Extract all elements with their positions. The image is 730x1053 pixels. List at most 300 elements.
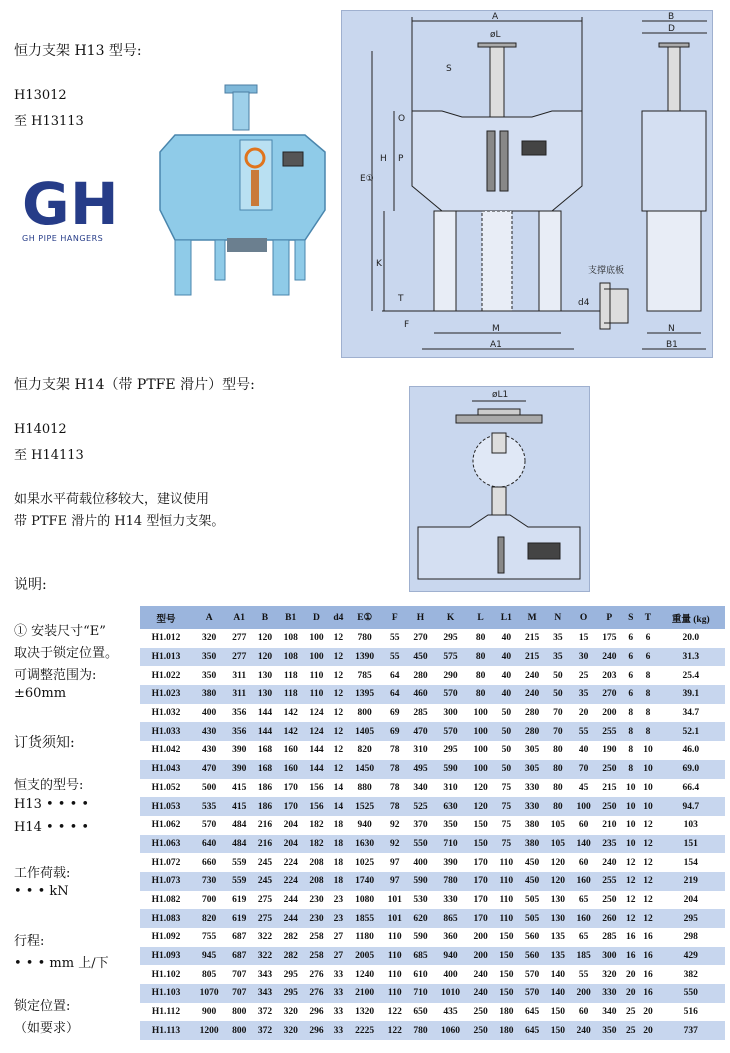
table-cell: 224 — [278, 872, 304, 891]
table-cell: 1010 — [433, 984, 467, 1003]
column-header: 重量 (kg) — [657, 606, 725, 629]
table-cell: 372 — [252, 1021, 278, 1040]
table-cell: 495 — [408, 760, 434, 779]
table-cell: 110 — [382, 965, 408, 984]
table-cell: 945 — [192, 947, 226, 966]
table-cell: 150 — [493, 965, 519, 984]
table-cell: 390 — [226, 741, 252, 760]
h13-product-photo — [155, 80, 340, 300]
table-cell: 500 — [192, 779, 226, 798]
table-cell: 160 — [278, 741, 304, 760]
table-cell: 250 — [596, 797, 622, 816]
table-cell: 168 — [252, 741, 278, 760]
table-cell: 12 — [329, 741, 347, 760]
table-row — [140, 760, 725, 779]
column-header: F — [382, 606, 408, 629]
dim-e-label: E① — [360, 174, 374, 184]
table-cell: 100 — [304, 629, 330, 648]
table-cell: 75 — [493, 816, 519, 835]
table-cell: 55 — [571, 722, 597, 741]
table-cell: 311 — [226, 666, 252, 685]
table-cell: 204 — [278, 835, 304, 854]
table-cell: 50 — [493, 741, 519, 760]
table-cell: 35 — [545, 629, 571, 648]
table-cell: 25 — [622, 1003, 639, 1022]
table-cell: 135 — [545, 928, 571, 947]
table-cell: 120 — [252, 629, 278, 648]
table-cell: 590 — [408, 872, 434, 891]
table-cell: 16 — [639, 965, 656, 984]
model-cell: H1.023 — [140, 685, 192, 704]
table-cell: 208 — [304, 853, 330, 872]
table-cell: 142 — [278, 704, 304, 723]
table-row — [140, 685, 725, 704]
table-cell: 154 — [657, 853, 725, 872]
table-cell: 8 — [639, 685, 656, 704]
table-cell: 244 — [278, 909, 304, 928]
table-cell: 20 — [639, 1003, 656, 1022]
table-cell: 75 — [493, 779, 519, 798]
table-cell: 160 — [571, 909, 597, 928]
table-cell: 100 — [468, 704, 494, 723]
table-cell: 240 — [468, 965, 494, 984]
table-cell: 640 — [192, 835, 226, 854]
table-cell: 18 — [329, 835, 347, 854]
table-cell: 60 — [571, 1003, 597, 1022]
table-cell: 118 — [278, 685, 304, 704]
table-cell: 55 — [571, 965, 597, 984]
table-cell: 110 — [493, 853, 519, 872]
table-cell: 23 — [329, 909, 347, 928]
table-cell: 2005 — [348, 947, 382, 966]
h14-drawing-panel — [409, 386, 590, 592]
table-cell: 230 — [304, 891, 330, 910]
model-cell: H1.072 — [140, 853, 192, 872]
table-cell: 6 — [622, 629, 639, 648]
table-cell: 295 — [278, 984, 304, 1003]
table-cell: 800 — [226, 1021, 252, 1040]
table-cell: 516 — [657, 1003, 725, 1022]
column-header: O — [571, 606, 597, 629]
notes-heading: 说明: — [14, 577, 47, 593]
table-cell: 350 — [192, 648, 226, 667]
table-cell: 186 — [252, 797, 278, 816]
table-cell: 60 — [571, 816, 597, 835]
table-cell: 6 — [622, 666, 639, 685]
table-cell: 1200 — [192, 1021, 226, 1040]
table-cell: 160 — [278, 760, 304, 779]
table-cell: 150 — [493, 928, 519, 947]
table-cell: 590 — [433, 760, 467, 779]
model-h14: H14 • • • • — [14, 820, 90, 835]
table-cell: 156 — [304, 779, 330, 798]
table-row — [140, 835, 725, 854]
h13-technical-drawing — [342, 11, 712, 357]
table-cell: 322 — [252, 947, 278, 966]
table-cell: 10 — [622, 779, 639, 798]
model-label: 恒支的型号: — [14, 778, 84, 793]
table-cell: 80 — [545, 760, 571, 779]
column-header: B — [252, 606, 278, 629]
table-cell: 400 — [433, 965, 467, 984]
table-cell: 130 — [252, 685, 278, 704]
column-header: A1 — [226, 606, 252, 629]
table-cell: 180 — [493, 1021, 519, 1040]
table-row — [140, 816, 725, 835]
table-cell: 80 — [545, 779, 571, 798]
table-cell: 130 — [252, 666, 278, 685]
table-cell: 100 — [468, 722, 494, 741]
table-cell: 570 — [433, 685, 467, 704]
table-cell: 204 — [657, 891, 725, 910]
table-row — [140, 1021, 725, 1040]
table-cell: 6 — [639, 648, 656, 667]
table-cell: 780 — [433, 872, 467, 891]
table-row — [140, 909, 725, 928]
table-cell: 69 — [382, 722, 408, 741]
table-cell: 60 — [571, 853, 597, 872]
table-row — [140, 648, 725, 667]
model-cell: H1.092 — [140, 928, 192, 947]
table-cell: 356 — [226, 704, 252, 723]
table-cell: 80 — [545, 797, 571, 816]
table-cell: 282 — [278, 947, 304, 966]
table-cell: 12 — [329, 760, 347, 779]
table-cell: 630 — [433, 797, 467, 816]
table-cell: 1390 — [348, 648, 382, 667]
table-cell: 170 — [468, 853, 494, 872]
spec-table-container — [140, 606, 725, 1040]
table-cell: 170 — [468, 891, 494, 910]
table-cell: 140 — [545, 965, 571, 984]
table-cell: 650 — [408, 1003, 434, 1022]
table-cell: 240 — [596, 853, 622, 872]
table-cell: 142 — [278, 722, 304, 741]
table-cell: 16 — [622, 928, 639, 947]
table-cell: 435 — [433, 1003, 467, 1022]
table-row — [140, 872, 725, 891]
table-cell: 280 — [519, 722, 545, 741]
column-header: S — [622, 606, 639, 629]
table-cell: 150 — [493, 947, 519, 966]
gh-logo — [22, 172, 132, 243]
table-cell: 64 — [382, 685, 408, 704]
table-cell: 219 — [657, 872, 725, 891]
table-cell: 80 — [468, 685, 494, 704]
table-cell: 70 — [571, 760, 597, 779]
table-cell: 550 — [657, 984, 725, 1003]
table-cell: 356 — [226, 722, 252, 741]
h14-note-line2: 带 PTFE 滑片的 H14 型恒力支架。 — [14, 514, 225, 529]
table-cell: 124 — [304, 722, 330, 741]
table-cell: 50 — [493, 704, 519, 723]
table-cell: 101 — [382, 909, 408, 928]
column-header: 型号 — [140, 606, 192, 629]
h14-range-to: 至 H14113 — [14, 448, 84, 463]
table-cell: 12 — [329, 704, 347, 723]
table-cell: 295 — [433, 629, 467, 648]
table-cell: 276 — [304, 984, 330, 1003]
table-cell: 710 — [408, 984, 434, 1003]
h13-range-to: 至 H13113 — [14, 114, 84, 129]
table-cell: 484 — [226, 835, 252, 854]
table-cell: 330 — [519, 797, 545, 816]
table-cell: 800 — [226, 1003, 252, 1022]
table-cell: 12 — [329, 629, 347, 648]
model-cell: H1.062 — [140, 816, 192, 835]
table-cell: 122 — [382, 1003, 408, 1022]
dim-m-label: M — [492, 324, 500, 334]
column-header: N — [545, 606, 571, 629]
table-cell: 151 — [657, 835, 725, 854]
model-cell: H1.022 — [140, 666, 192, 685]
table-cell: 94.7 — [657, 797, 725, 816]
table-cell: 25 — [622, 1021, 639, 1040]
table-cell: 64 — [382, 666, 408, 685]
table-cell: 12 — [622, 872, 639, 891]
table-cell: 525 — [408, 797, 434, 816]
table-row — [140, 928, 725, 947]
table-cell: 144 — [252, 704, 278, 723]
table-row — [140, 704, 725, 723]
table-cell: 240 — [468, 984, 494, 1003]
table-cell: 296 — [304, 1003, 330, 1022]
table-cell: 820 — [192, 909, 226, 928]
model-cell: H1.053 — [140, 797, 192, 816]
table-cell: 260 — [596, 909, 622, 928]
table-cell: 105 — [545, 835, 571, 854]
table-cell: 295 — [278, 965, 304, 984]
table-cell: 33 — [329, 1021, 347, 1040]
table-cell: 20.0 — [657, 629, 725, 648]
table-cell: 78 — [382, 779, 408, 798]
table-cell: 8 — [622, 741, 639, 760]
table-cell: 10 — [622, 797, 639, 816]
table-cell: 210 — [596, 816, 622, 835]
table-cell: 101 — [382, 891, 408, 910]
table-cell: 800 — [348, 704, 382, 723]
table-cell: 35 — [545, 648, 571, 667]
table-cell: 168 — [252, 760, 278, 779]
table-cell: 25.4 — [657, 666, 725, 685]
table-cell: 298 — [657, 928, 725, 947]
table-cell: 290 — [433, 666, 467, 685]
table-cell: 450 — [519, 872, 545, 891]
table-cell: 700 — [192, 891, 226, 910]
dim-l1-label: øL1 — [492, 390, 509, 400]
table-cell: 150 — [493, 984, 519, 1003]
table-cell: 505 — [519, 891, 545, 910]
table-cell: 97 — [382, 872, 408, 891]
table-cell: 215 — [519, 629, 545, 648]
table-cell: 780 — [348, 629, 382, 648]
table-cell: 23 — [329, 891, 347, 910]
table-cell: 8 — [622, 704, 639, 723]
table-cell: 20 — [571, 704, 597, 723]
table-cell: 330 — [519, 779, 545, 798]
model-cell: H1.093 — [140, 947, 192, 966]
table-cell: 110 — [382, 984, 408, 1003]
table-cell: 780 — [408, 1021, 434, 1040]
table-cell: 2100 — [348, 984, 382, 1003]
table-cell: 310 — [433, 779, 467, 798]
table-cell: 20 — [639, 1021, 656, 1040]
dim-p-label: P — [398, 154, 404, 164]
table-cell: 40 — [571, 741, 597, 760]
table-cell: 200 — [596, 704, 622, 723]
table-cell: 570 — [433, 722, 467, 741]
table-cell: 70 — [545, 704, 571, 723]
model-cell: H1.083 — [140, 909, 192, 928]
table-cell: 124 — [304, 704, 330, 723]
table-cell: 470 — [192, 760, 226, 779]
column-header: L1 — [493, 606, 519, 629]
table-cell: 707 — [226, 984, 252, 1003]
table-cell: 110 — [493, 891, 519, 910]
column-header: A — [192, 606, 226, 629]
table-cell: 282 — [278, 928, 304, 947]
table-cell: 380 — [519, 835, 545, 854]
model-cell: H1.052 — [140, 779, 192, 798]
install-note-4: ±60mm — [14, 686, 67, 701]
table-cell: 50 — [545, 666, 571, 685]
table-cell: 390 — [226, 760, 252, 779]
table-cell: 230 — [304, 909, 330, 928]
table-cell: 429 — [657, 947, 725, 966]
table-cell: 1180 — [348, 928, 382, 947]
table-cell: 15 — [571, 629, 597, 648]
svg-text:H: H — [70, 172, 114, 232]
table-cell: 16 — [639, 947, 656, 966]
table-cell: 8 — [622, 760, 639, 779]
table-cell: 330 — [433, 891, 467, 910]
table-cell: 820 — [348, 741, 382, 760]
table-cell: 710 — [433, 835, 467, 854]
table-cell: 575 — [433, 648, 467, 667]
column-header: H — [408, 606, 434, 629]
model-cell: H1.112 — [140, 1003, 192, 1022]
table-cell: 275 — [252, 891, 278, 910]
table-cell: 18 — [329, 853, 347, 872]
table-cell: 130 — [545, 909, 571, 928]
table-cell: 10 — [639, 741, 656, 760]
h14-technical-drawing — [410, 387, 589, 591]
table-cell: 97 — [382, 853, 408, 872]
model-h13: H13 • • • • — [14, 797, 90, 812]
dim-s-label: S — [446, 64, 452, 74]
table-cell: 216 — [252, 816, 278, 835]
table-cell: 120 — [252, 648, 278, 667]
table-cell: 250 — [596, 760, 622, 779]
table-cell: 430 — [192, 741, 226, 760]
column-header: B1 — [278, 606, 304, 629]
table-cell: 12 — [639, 853, 656, 872]
table-cell: 92 — [382, 816, 408, 835]
table-cell: 170 — [468, 872, 494, 891]
table-cell: 295 — [657, 909, 725, 928]
table-cell: 203 — [596, 666, 622, 685]
table-cell: 186 — [252, 779, 278, 798]
table-cell: 590 — [408, 928, 434, 947]
table-cell: 160 — [571, 872, 597, 891]
h13-range-from: H13012 — [14, 88, 67, 103]
table-cell: 240 — [519, 685, 545, 704]
table-cell: 10 — [622, 835, 639, 854]
table-cell: 150 — [545, 1021, 571, 1040]
model-cell: H1.043 — [140, 760, 192, 779]
table-cell: 310 — [408, 741, 434, 760]
h14-note-line1: 如果水平荷载位移较大，建议使用 — [14, 492, 210, 507]
table-cell: 270 — [408, 629, 434, 648]
model-cell: H1.082 — [140, 891, 192, 910]
table-cell: 6 — [639, 629, 656, 648]
dim-f-label: F — [404, 320, 410, 330]
table-cell: 305 — [519, 741, 545, 760]
table-cell: 280 — [519, 704, 545, 723]
table-cell: 200 — [468, 928, 494, 947]
table-cell: 40 — [493, 666, 519, 685]
table-cell: 300 — [596, 947, 622, 966]
table-cell: 685 — [408, 947, 434, 966]
column-header: T — [639, 606, 656, 629]
table-cell: 275 — [252, 909, 278, 928]
table-cell: 380 — [519, 816, 545, 835]
table-cell: 240 — [596, 648, 622, 667]
table-cell: 50 — [493, 760, 519, 779]
table-cell: 360 — [433, 928, 467, 947]
table-cell: 55 — [382, 629, 408, 648]
table-cell: 135 — [545, 947, 571, 966]
table-cell: 120 — [468, 797, 494, 816]
table-cell: 120 — [545, 853, 571, 872]
table-cell: 276 — [304, 965, 330, 984]
dim-d-label: D — [668, 24, 675, 34]
install-note-1: ① 安装尺寸“E” — [14, 624, 106, 639]
table-cell: 620 — [408, 909, 434, 928]
table-cell: 12 — [639, 872, 656, 891]
table-row — [140, 779, 725, 798]
table-cell: 415 — [226, 797, 252, 816]
table-cell: 40 — [493, 685, 519, 704]
table-cell: 108 — [278, 629, 304, 648]
table-cell: 16 — [639, 928, 656, 947]
table-cell: 100 — [304, 648, 330, 667]
table-cell: 10 — [622, 816, 639, 835]
table-cell: 105 — [545, 816, 571, 835]
table-cell: 619 — [226, 891, 252, 910]
table-cell: 390 — [433, 853, 467, 872]
dim-k-label: K — [376, 259, 382, 269]
table-cell: 370 — [408, 816, 434, 835]
table-cell: 18 — [329, 872, 347, 891]
table-cell: 1740 — [348, 872, 382, 891]
table-row — [140, 891, 725, 910]
table-cell: 350 — [433, 816, 467, 835]
table-cell: 180 — [493, 1003, 519, 1022]
table-cell: 550 — [408, 835, 434, 854]
table-cell: 415 — [226, 779, 252, 798]
gh-logo-mark-icon — [22, 172, 122, 232]
table-cell: 216 — [252, 835, 278, 854]
table-cell: 16 — [622, 947, 639, 966]
table-cell: 755 — [192, 928, 226, 947]
table-cell: 12 — [622, 853, 639, 872]
dim-n-label: N — [668, 324, 675, 334]
table-cell: 27 — [329, 928, 347, 947]
load-unit: • • • kN — [14, 884, 69, 899]
table-cell: 535 — [192, 797, 226, 816]
table-cell: 940 — [348, 816, 382, 835]
